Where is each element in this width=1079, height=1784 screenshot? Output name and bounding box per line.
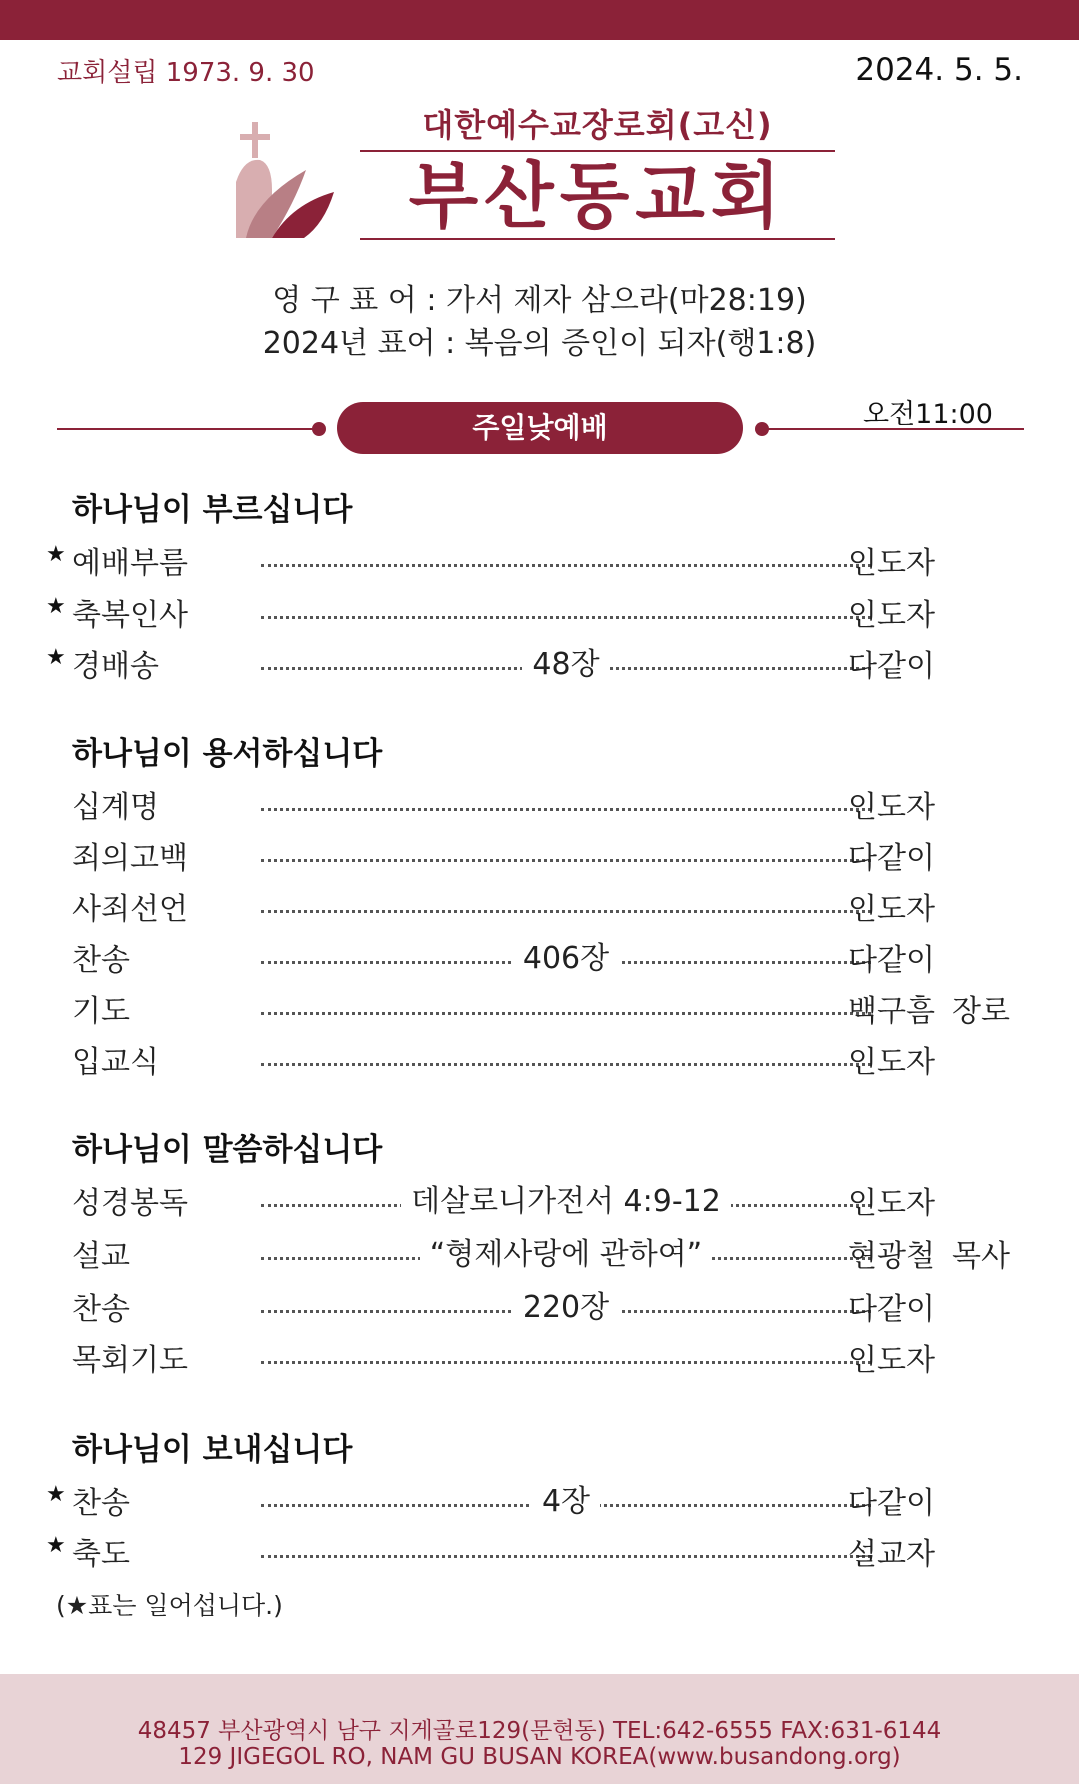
worship-item-row xyxy=(46,590,1010,633)
worship-item-label: 성경봉독 xyxy=(72,1186,188,1221)
worship-item-label: 축도 xyxy=(72,1537,130,1572)
stand-star-icon: ★ xyxy=(46,1482,66,1507)
worship-item-detail-wrap xyxy=(261,933,871,977)
section-heading: 하나님이 용서하십니다 xyxy=(72,736,383,772)
worship-item-label: 입교식 xyxy=(72,1045,159,1080)
worship-item-row xyxy=(46,935,1010,978)
worship-item-row xyxy=(46,1231,1010,1274)
worship-item-detail-wrap xyxy=(261,1229,871,1273)
dotted-leader xyxy=(261,910,871,913)
worship-item-row xyxy=(46,641,1010,684)
church-name: 부산동교회 xyxy=(408,153,787,238)
church-cross-logo-icon xyxy=(232,120,337,240)
section-heading: 하나님이 말씀하십니다 xyxy=(72,1132,383,1168)
worship-item-leader: 다같이 xyxy=(848,1292,935,1327)
worship-item-label: 예배부름 xyxy=(72,546,188,581)
denomination-name: 대한예수교장로회(고신) xyxy=(422,106,773,144)
worship-item-row xyxy=(46,833,1010,876)
dotted-leader xyxy=(261,808,871,811)
worship-item-detail: 220장 xyxy=(513,1290,619,1325)
worship-item-leader: 인도자 xyxy=(848,1045,935,1080)
worship-item-leader: 인도자 xyxy=(848,790,935,825)
worship-item-detail: 데살로니가전서 4:9-12 xyxy=(401,1184,731,1219)
worship-item-label: 죄의고백 xyxy=(72,841,188,876)
worship-item-detail-wrap xyxy=(261,639,871,683)
worship-item-label: 찬송 xyxy=(72,1292,130,1327)
worship-item-label: 축복인사 xyxy=(72,598,188,633)
worship-item-detail-wrap xyxy=(261,1282,871,1326)
worship-item-detail: 4장 xyxy=(532,1484,600,1519)
dotted-leader xyxy=(261,859,871,862)
worship-item-row xyxy=(46,1335,1010,1378)
worship-item-leader: 백구흠 장로 xyxy=(848,994,1010,1029)
founded-date: 교회설립 1973. 9. 30 xyxy=(57,58,315,88)
header-top-rule xyxy=(360,150,835,152)
worship-item-detail-wrap xyxy=(261,1176,871,1220)
worship-item-leader: 다같이 xyxy=(848,649,935,684)
worship-item-leader: 인도자 xyxy=(848,546,935,581)
section-heading: 하나님이 부르십니다 xyxy=(72,492,353,528)
stand-star-icon: ★ xyxy=(46,542,66,567)
year-motto: 2024년 표어 : 복음의 증인이 되자(행1:8) xyxy=(262,326,817,361)
worship-item-leader: 인도자 xyxy=(848,1343,935,1378)
footer-address-korean: 48457 부산광역시 남구 지게골로129(문현동) TEL:642-6555 FAX:631-6144 xyxy=(137,1718,942,1744)
worship-item-detail: 48장 xyxy=(522,647,609,682)
worship-item-row xyxy=(46,1529,1010,1572)
section-heading: 하나님이 보내십니다 xyxy=(72,1432,353,1468)
header-bottom-rule xyxy=(360,238,835,240)
worship-item-detail: 406장 xyxy=(513,941,619,976)
dotted-leader xyxy=(261,1012,871,1015)
worship-item-label: 찬송 xyxy=(72,943,130,978)
worship-item-label: 찬송 xyxy=(72,1486,130,1521)
standing-note: (★표는 일어섭니다.) xyxy=(56,1591,283,1620)
top-banner xyxy=(0,0,1079,40)
worship-item-row xyxy=(46,1478,1010,1521)
bulletin-date: 2024. 5. 5. xyxy=(855,52,1023,88)
worship-item-leader: 설교자 xyxy=(848,1537,935,1572)
worship-item-label: 경배송 xyxy=(72,649,159,684)
worship-item-label: 사죄선언 xyxy=(72,892,188,927)
worship-item-label: 기도 xyxy=(72,994,130,1029)
worship-item-leader: 인도자 xyxy=(848,892,935,927)
worship-item-label: 십계명 xyxy=(72,790,159,825)
worship-item-detail-wrap xyxy=(261,1476,871,1520)
service-title-dot-left xyxy=(312,422,326,436)
stand-star-icon: ★ xyxy=(46,1533,66,1558)
dotted-leader xyxy=(261,1063,871,1066)
worship-item-row xyxy=(46,538,1010,581)
stand-star-icon: ★ xyxy=(46,594,66,619)
worship-item-detail: “형제사랑에 관하여” xyxy=(420,1237,712,1272)
service-time: 오전11:00 xyxy=(863,399,993,430)
dotted-leader xyxy=(261,616,871,619)
perpetual-motto: 영 구 표 어 : 가서 제자 삼으라(마28:19) xyxy=(272,283,807,318)
worship-item-leader: 다같이 xyxy=(848,943,935,978)
dotted-leader xyxy=(261,564,871,567)
worship-item-row xyxy=(46,1284,1010,1327)
footer xyxy=(0,1674,1079,1784)
stand-star-icon: ★ xyxy=(46,645,66,670)
footer-address-english: 129 JIGEGOL RO, NAM GU BUSAN KOREA(www.busandong.org) xyxy=(178,1744,901,1770)
dotted-leader xyxy=(261,1361,871,1364)
worship-item-label: 설교 xyxy=(72,1239,130,1274)
worship-item-leader: 인도자 xyxy=(848,598,935,633)
worship-item-leader: 현광철 목사 xyxy=(848,1239,1010,1274)
dotted-leader xyxy=(261,1555,871,1558)
worship-item-leader: 다같이 xyxy=(848,1486,935,1521)
worship-item-row xyxy=(46,1037,1010,1080)
worship-item-label: 목회기도 xyxy=(72,1343,188,1378)
service-title: 주일낮예배 xyxy=(337,402,743,454)
worship-item-row xyxy=(46,986,1010,1029)
worship-item-leader: 인도자 xyxy=(848,1186,935,1221)
worship-item-row xyxy=(46,782,1010,825)
worship-item-leader: 다같이 xyxy=(848,841,935,876)
service-title-rule-left xyxy=(57,428,319,430)
worship-item-row xyxy=(46,884,1010,927)
worship-item-row xyxy=(46,1178,1010,1221)
